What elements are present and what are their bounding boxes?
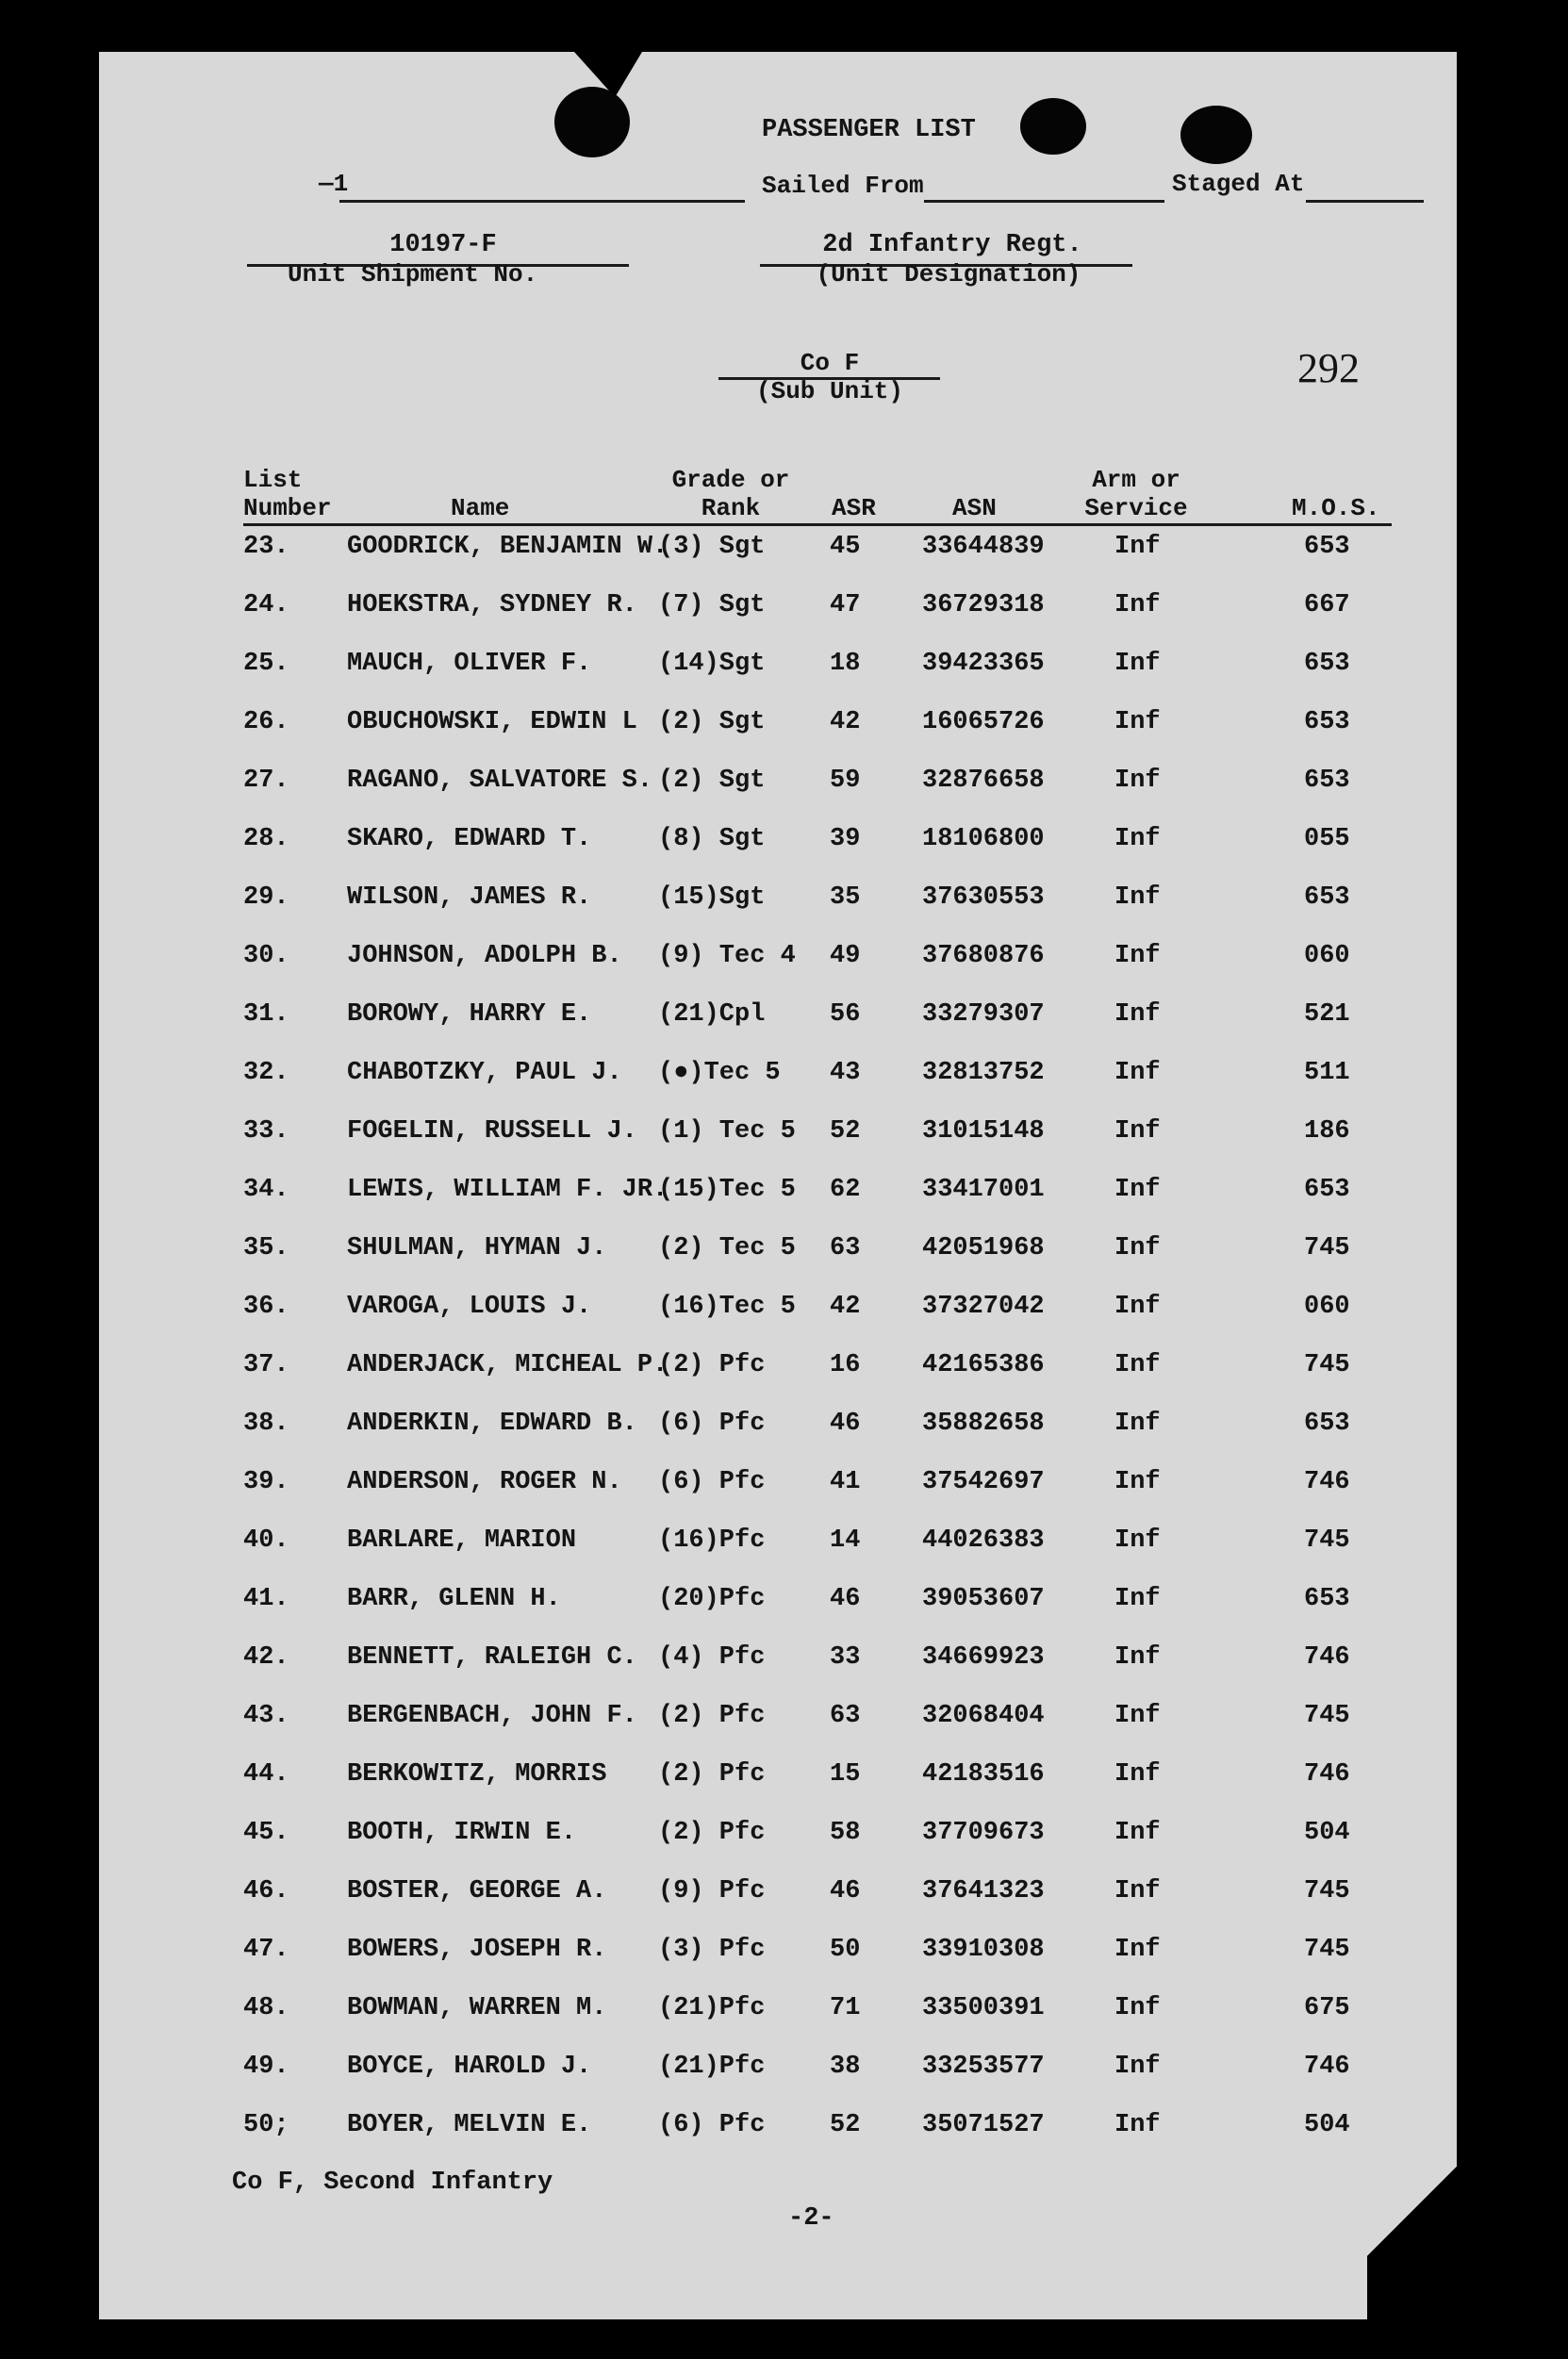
cell-asr: 42 (830, 1293, 861, 1321)
cell-grade: (1) Tec 5 (658, 1117, 796, 1146)
cell-no: 26. (243, 708, 289, 736)
cell-grade: (4) Pfc (658, 1643, 766, 1672)
cell-mos: 186 (1304, 1117, 1350, 1146)
cell-asr: 38 (830, 2053, 861, 2081)
col-list-number-2: Number (243, 494, 332, 522)
cell-arm: Inf (1114, 591, 1161, 619)
cell-asn: 33500391 (922, 1994, 1045, 2022)
cell-name: VAROGA, LOUIS J. (347, 1293, 592, 1321)
cell-mos: 653 (1304, 883, 1350, 912)
cell-asn: 35882658 (922, 1410, 1045, 1438)
col-mos: M.O.S. (1292, 494, 1380, 522)
cell-name: LEWIS, WILLIAM F. JR. (347, 1176, 668, 1204)
cell-grade: (3) Pfc (658, 1936, 766, 1964)
cell-no: 29. (243, 883, 289, 912)
cell-asr: 46 (830, 1410, 861, 1438)
cell-grade: (9) Tec 4 (658, 942, 796, 970)
cell-name: BOROWY, HARRY E. (347, 1000, 592, 1029)
cell-mos: 745 (1304, 1234, 1350, 1262)
cell-asr: 59 (830, 767, 861, 795)
cell-asn: 33910308 (922, 1936, 1045, 1964)
cell-asr: 39 (830, 825, 861, 853)
cell-grade: (2) Sgt (658, 708, 766, 736)
col-asr: ASR (832, 494, 876, 522)
cell-arm: Inf (1114, 1000, 1161, 1029)
cell-asn: 37542697 (922, 1468, 1045, 1496)
cell-no: 37. (243, 1351, 289, 1379)
cell-name: BARR, GLENN H. (347, 1585, 561, 1613)
cell-asn: 39423365 (922, 650, 1045, 678)
sailed-from-line (924, 200, 1164, 203)
footer-note: Co F, Second Infantry (232, 2169, 553, 2197)
cell-mos: 746 (1304, 1468, 1350, 1496)
cell-asn: 33279307 (922, 1000, 1045, 1029)
cell-arm: Inf (1114, 1410, 1161, 1438)
cell-asr: 50 (830, 1936, 861, 1964)
cell-asr: 46 (830, 1585, 861, 1613)
cell-asn: 33644839 (922, 533, 1045, 561)
cell-arm: Inf (1114, 533, 1161, 561)
cell-mos: 667 (1304, 591, 1350, 619)
cell-mos: 060 (1304, 942, 1350, 970)
cell-no: 42. (243, 1643, 289, 1672)
cell-mos: 653 (1304, 1410, 1350, 1438)
unit-shipment-number: 10197-F (389, 231, 497, 259)
cell-grade: (6) Pfc (658, 1410, 766, 1438)
cell-arm: Inf (1114, 1702, 1161, 1730)
col-asn: ASN (952, 494, 997, 522)
cell-mos: 675 (1304, 1994, 1350, 2022)
cell-arm: Inf (1114, 1643, 1161, 1672)
cell-asr: 14 (830, 1526, 861, 1555)
cell-asr: 63 (830, 1234, 861, 1262)
cell-no: 39. (243, 1468, 289, 1496)
cell-mos: 745 (1304, 1351, 1350, 1379)
cell-no: 32. (243, 1059, 289, 1087)
cell-arm: Inf (1114, 2053, 1161, 2081)
cell-arm: Inf (1114, 1468, 1161, 1496)
cell-name: FOGELIN, RUSSELL J. (347, 1117, 637, 1146)
sailed-from-label: Sailed From (762, 172, 924, 200)
cell-arm: Inf (1114, 1994, 1161, 2022)
cell-asr: 71 (830, 1994, 861, 2022)
cell-no: 27. (243, 767, 289, 795)
cell-grade: (16)Pfc (658, 1526, 766, 1555)
cell-asr: 58 (830, 1819, 861, 1847)
unit-designation-label: (Unit Designation) (816, 260, 1081, 289)
cell-mos: 745 (1304, 1702, 1350, 1730)
cell-arm: Inf (1114, 883, 1161, 912)
cell-grade: (7) Sgt (658, 591, 766, 619)
cell-no: 31. (243, 1000, 289, 1029)
cell-name: ANDERJACK, MICHEAL P. (347, 1351, 668, 1379)
cell-asr: 52 (830, 2111, 861, 2139)
cell-arm: Inf (1114, 942, 1161, 970)
cell-mos: 653 (1304, 533, 1350, 561)
cell-asr: 35 (830, 883, 861, 912)
cell-name: RAGANO, SALVATORE S. (347, 767, 653, 795)
cell-mos: 746 (1304, 2053, 1350, 2081)
page-number: -2- (788, 2204, 834, 2233)
cell-mos: 055 (1304, 825, 1350, 853)
cell-arm: Inf (1114, 1526, 1161, 1555)
cell-mos: 653 (1304, 1176, 1350, 1204)
cell-mos: 653 (1304, 1585, 1350, 1613)
cell-no: 23. (243, 533, 289, 561)
cell-asr: 16 (830, 1351, 861, 1379)
cell-grade: (2) Tec 5 (658, 1234, 796, 1262)
cell-arm: Inf (1114, 1877, 1161, 1905)
cell-grade: (15)Tec 5 (658, 1176, 796, 1204)
cell-name: BOWERS, JOSEPH R. (347, 1936, 607, 1964)
cell-grade: (2) Sgt (658, 767, 766, 795)
cell-grade: (3) Sgt (658, 533, 766, 561)
cell-arm: Inf (1114, 1351, 1161, 1379)
cell-no: 35. (243, 1234, 289, 1262)
cell-arm: Inf (1114, 1819, 1161, 1847)
cell-no: 45. (243, 1819, 289, 1847)
cell-mos: 745 (1304, 1936, 1350, 1964)
cell-grade: (9) Pfc (658, 1877, 766, 1905)
cell-name: BOYCE, HAROLD J. (347, 2053, 592, 2081)
cell-asn: 39053607 (922, 1585, 1045, 1613)
cell-no: 25. (243, 650, 289, 678)
cell-name: HOEKSTRA, SYDNEY R. (347, 591, 637, 619)
cell-mos: 060 (1304, 1293, 1350, 1321)
cell-mos: 504 (1304, 2111, 1350, 2139)
cell-mos: 745 (1304, 1877, 1350, 1905)
cell-arm: Inf (1114, 1176, 1161, 1204)
cell-asr: 49 (830, 942, 861, 970)
cell-asr: 63 (830, 1702, 861, 1730)
cell-name: BERKOWITZ, MORRIS (347, 1760, 607, 1789)
cell-grade: (6) Pfc (658, 2111, 766, 2139)
cell-grade: (2) Pfc (658, 1819, 766, 1847)
cell-no: 44. (243, 1760, 289, 1789)
sub-unit: Co F (800, 349, 860, 377)
cell-asn: 32876658 (922, 767, 1045, 795)
cell-name: ANDERSON, ROGER N. (347, 1468, 622, 1496)
document-title: PASSENGER LIST (762, 116, 976, 144)
cell-asr: 15 (830, 1760, 861, 1789)
cell-asr: 43 (830, 1059, 861, 1087)
cell-asn: 37327042 (922, 1293, 1045, 1321)
cell-asr: 56 (830, 1000, 861, 1029)
cell-name: ANDERKIN, EDWARD B. (347, 1410, 637, 1438)
cell-name: WILSON, JAMES R. (347, 883, 592, 912)
staged-at-label: Staged At (1172, 170, 1305, 198)
cell-arm: Inf (1114, 650, 1161, 678)
cell-arm: Inf (1114, 767, 1161, 795)
cell-asn: 32068404 (922, 1702, 1045, 1730)
cell-grade: (16)Tec 5 (658, 1293, 796, 1321)
cell-no: 28. (243, 825, 289, 853)
cell-asn: 42051968 (922, 1234, 1045, 1262)
cell-no: 46. (243, 1877, 289, 1905)
cell-grade: (●)Tec 5 (658, 1059, 781, 1087)
col-list-number-1: List (243, 466, 303, 494)
cell-grade: (14)Sgt (658, 650, 766, 678)
cell-arm: Inf (1114, 1293, 1161, 1321)
cell-asn: 37680876 (922, 942, 1045, 970)
cell-asn: 33253577 (922, 2053, 1045, 2081)
cell-mos: 511 (1304, 1059, 1350, 1087)
cell-grade: (2) Pfc (658, 1702, 766, 1730)
cell-asr: 47 (830, 591, 861, 619)
cell-grade: (21)Cpl (658, 1000, 766, 1029)
cell-name: GOODRICK, BENJAMIN W. (347, 533, 668, 561)
cell-asr: 62 (830, 1176, 861, 1204)
cell-asr: 45 (830, 533, 861, 561)
cell-no: 24. (243, 591, 289, 619)
cell-mos: 653 (1304, 650, 1350, 678)
cell-asr: 33 (830, 1643, 861, 1672)
cell-grade: (2) Pfc (658, 1760, 766, 1789)
cell-name: BOSTER, GEORGE A. (347, 1877, 607, 1905)
cell-name: BOWMAN, WARREN M. (347, 1994, 607, 2022)
cell-mos: 746 (1304, 1760, 1350, 1789)
page-stamp: 292 (1297, 345, 1360, 391)
binder-hole-left (554, 87, 630, 157)
cell-arm: Inf (1114, 1117, 1161, 1146)
cell-grade: (2) Pfc (658, 1351, 766, 1379)
cell-asn: 44026383 (922, 1526, 1045, 1555)
cell-name: SHULMAN, HYMAN J. (347, 1234, 607, 1262)
cell-no: 47. (243, 1936, 289, 1964)
unit-designation: 2d Infantry Regt. (822, 231, 1082, 259)
cell-asn: 33417001 (922, 1176, 1045, 1204)
cell-asn: 42165386 (922, 1351, 1045, 1379)
cell-name: BERGENBACH, JOHN F. (347, 1702, 637, 1730)
cell-asn: 32813752 (922, 1059, 1045, 1087)
cell-no: 34. (243, 1176, 289, 1204)
binder-hole-center (1020, 98, 1086, 155)
cell-asn: 37641323 (922, 1877, 1045, 1905)
cell-name: OBUCHOWSKI, EDWIN L (347, 708, 637, 736)
col-arm-2: Service (1084, 494, 1188, 522)
cell-asr: 52 (830, 1117, 861, 1146)
cell-grade: (15)Sgt (658, 883, 766, 912)
binder-hole-right (1180, 106, 1252, 164)
col-name: Name (451, 494, 510, 522)
cell-no: 40. (243, 1526, 289, 1555)
col-grade-2: Rank (701, 494, 761, 522)
cell-asr: 18 (830, 650, 861, 678)
cell-asn: 34669923 (922, 1643, 1045, 1672)
cell-asn: 18106800 (922, 825, 1045, 853)
cell-arm: Inf (1114, 708, 1161, 736)
cell-mos: 745 (1304, 1526, 1350, 1555)
cell-mos: 653 (1304, 767, 1350, 795)
cell-name: SKARO, EDWARD T. (347, 825, 592, 853)
unit-shipment-label: Unit Shipment No. (288, 260, 538, 289)
cell-grade: (8) Sgt (658, 825, 766, 853)
cell-grade: (20)Pfc (658, 1585, 766, 1613)
cell-asn: 31015148 (922, 1117, 1045, 1146)
cell-no: 41. (243, 1585, 289, 1613)
cell-grade: (21)Pfc (658, 1994, 766, 2022)
cell-arm: Inf (1114, 825, 1161, 853)
cell-asn: 36729318 (922, 591, 1045, 619)
cell-mos: 504 (1304, 1819, 1350, 1847)
cell-asr: 42 (830, 708, 861, 736)
header-rule (243, 523, 1392, 526)
cell-asn: 42183516 (922, 1760, 1045, 1789)
cell-arm: Inf (1114, 1059, 1161, 1087)
cell-name: BENNETT, RALEIGH C. (347, 1643, 637, 1672)
cell-arm: Inf (1114, 1760, 1161, 1789)
staged-at-line (1306, 200, 1424, 203)
field-line-1 (339, 200, 745, 203)
cell-asn: 37630553 (922, 883, 1045, 912)
cell-grade: (6) Pfc (658, 1468, 766, 1496)
cell-mos: 521 (1304, 1000, 1350, 1029)
cell-no: 43. (243, 1702, 289, 1730)
cell-asr: 41 (830, 1468, 861, 1496)
cell-name: BOOTH, IRWIN E. (347, 1819, 577, 1847)
cell-arm: Inf (1114, 1936, 1161, 1964)
cell-no: 38. (243, 1410, 289, 1438)
cell-name: MAUCH, OLIVER F. (347, 650, 592, 678)
cell-no: 33. (243, 1117, 289, 1146)
corner-fragment: —1 (319, 170, 349, 198)
cell-name: BOYER, MELVIN E. (347, 2111, 592, 2139)
cell-name: BARLARE, MARION (347, 1526, 577, 1555)
cell-mos: 653 (1304, 708, 1350, 736)
cell-name: CHABOTZKY, PAUL J. (347, 1059, 622, 1087)
cell-no: 48. (243, 1994, 289, 2022)
cell-no: 50; (243, 2111, 289, 2139)
cell-arm: Inf (1114, 1585, 1161, 1613)
cell-arm: Inf (1114, 1234, 1161, 1262)
cell-asr: 46 (830, 1877, 861, 1905)
cell-asn: 35071527 (922, 2111, 1045, 2139)
col-grade-1: Grade or (671, 466, 790, 494)
col-arm-1: Arm or (1092, 466, 1180, 494)
cell-asn: 37709673 (922, 1819, 1045, 1847)
cell-no: 36. (243, 1293, 289, 1321)
cell-no: 49. (243, 2053, 289, 2081)
cell-asn: 16065726 (922, 708, 1045, 736)
cell-no: 30. (243, 942, 289, 970)
cell-name: JOHNSON, ADOLPH B. (347, 942, 622, 970)
sub-unit-label: (Sub Unit) (755, 377, 904, 405)
folded-corner (1367, 2098, 1457, 2324)
cell-grade: (21)Pfc (658, 2053, 766, 2081)
cell-mos: 746 (1304, 1643, 1350, 1672)
cell-arm: Inf (1114, 2111, 1161, 2139)
